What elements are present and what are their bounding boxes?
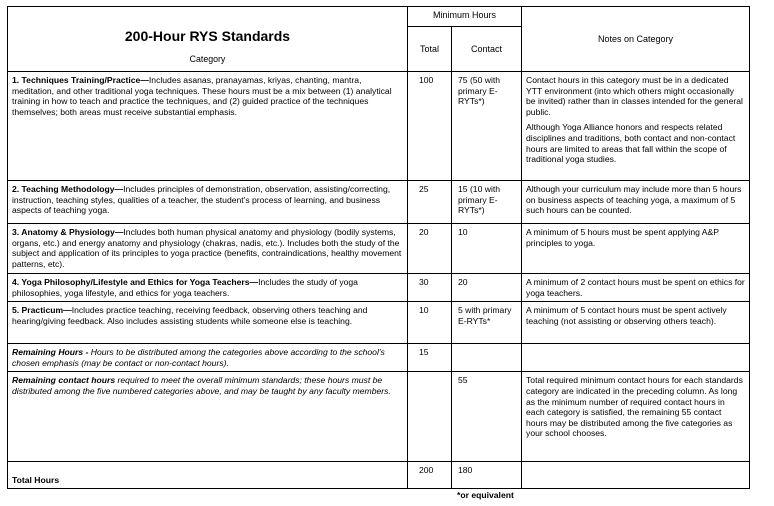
category-cell [8,72,408,181]
notes-header: Notes on Category [522,7,750,72]
table-row [8,72,750,181]
table-row [8,224,750,274]
notes-cell: A minimum of 5 contact hours must be spent actively teaching (not assisting or observing others teach). [522,302,750,344]
remaining-title: Remaining Hours - [12,347,91,358]
category-title: 2. Teaching Methodology— [12,184,124,194]
category-cell [8,181,408,224]
category-title: 4. Yoga Philosophy/Lifestyle and Ethics for Yoga Teachers— [12,277,259,287]
category-cell [8,372,408,462]
notes-cell: Total required minimum contact hours for each standards category are indicated in the preceding column. As long as the minimum number of required contact hours in each category is satisfied, the remaining 55 contact hours may be distributed among the five categories as your school chooses. [522,372,750,462]
contact-cell: 5 with primary E-RYTs* [452,302,522,344]
total-cell: 10 [408,302,452,344]
contact-cell: 15 (10 with primary E-RYTs*) [452,181,522,224]
contact-cell: 75 (50 with primary E-RYTs*) [452,72,522,181]
category-title: 5. Practicum— [12,305,72,316]
contact-cell: 55 [452,372,522,462]
remaining-desc: Hours to be distributed among the categories above according to the school's chosen emphasis (may be contact or non-contact hours). [12,347,385,368]
contact-cell: 180 [452,462,522,489]
category-desc: Includes the study of yoga philosophies, yoga lifestyle, and ethics for yoga teachers. [12,277,358,298]
category-title: 3. Anatomy & Physiology— [12,227,124,237]
total-header: Total [408,27,452,72]
category-cell [8,344,408,372]
notes-cell: A minimum of 5 hours must be spent applying A&P principles to yoga. [522,224,750,274]
total-hours-row [8,462,750,489]
table-title: 200-Hour RYS Standards [124,28,291,44]
contact-cell: 10 [452,224,522,274]
total-cell: 20 [408,224,452,274]
contact-cell: 20 [452,274,522,302]
notes-cell: A minimum of 2 contact hours must be spent on ethics for yoga teachers. [522,274,750,302]
header-row [8,7,750,27]
notes-cell [522,344,750,372]
table-row [8,302,750,344]
standards-table [7,6,750,489]
remaining-contact-title: Remaining contact hours [12,375,116,386]
category-cell [8,302,408,344]
remaining-contact-row [8,372,750,462]
category-desc: Includes practice teaching, receiving feedback, observing others teaching and hearing/giving feedback. Also includes assisting students while someone else is teaching. [12,305,368,326]
contact-cell [452,344,522,372]
category-desc: Includes asanas, pranayamas, kriyas, chanting, mantra, meditation, and other traditional yoga techniques. These hours must be a mix between (1) analytical training in how to teach and practice the techniques, and (2) guided practice of the techniques themselves; both areas must receive substantial emphasis. [12,75,392,117]
category-desc: Includes both human physical anatomy and physiology (bodily systems, organs, etc.) and energy anatomy and physiology (chakras, nadis, etc.). Includes both the study of the subject and application of its principles to yoga practice (benefits, contraindications, healthy movement patterns, etc). [12,227,402,269]
total-cell: 30 [408,274,452,302]
category-header: Category [189,54,226,64]
category-cell [8,274,408,302]
total-cell: 25 [408,181,452,224]
total-cell: 100 [408,72,452,181]
total-hours-label: Total Hours [8,462,408,489]
table-row [8,181,750,224]
contact-header: Contact [452,27,522,72]
category-desc: Includes principles of demonstration, observation, assisting/correcting, instruction, teaching styles, qualities of a teacher, the student's process of learning, and business aspects of teaching yoga. [12,184,391,216]
notes-cell: Although your curriculum may include more than 5 hours on business aspects of teaching yoga, a maximum of 5 such hours can be counted. [522,181,750,224]
footnote: *or equivalent [457,490,514,500]
notes-paragraph: Although Yoga Alliance honors and respects related disciplines and traditions, both contact and non-contact hours are limited to areas that fall within the scope of traditional yoga studies. [526,122,736,165]
total-cell: 15 [408,344,452,372]
notes-cell [522,462,750,489]
total-cell: 200 [408,462,452,489]
remaining-hours-row [8,344,750,372]
category-title: 1. Techniques Training/Practice— [12,75,149,85]
category-cell [8,224,408,274]
title-cell [8,7,408,72]
notes-cell [522,72,750,181]
remaining-contact-desc: required to meet the overall minimum standards; these hours must be distributed among the five numbered categories above, and may be taught by any faculty members. [12,375,391,396]
minimum-hours-header: Minimum Hours [408,7,522,27]
table-row [8,274,750,302]
notes-paragraph: Contact hours in this category must be in a dedicated YTT environment (into which others might occasionally be invited) rather than in classes intended for the general public. [526,75,743,117]
total-cell [408,372,452,462]
